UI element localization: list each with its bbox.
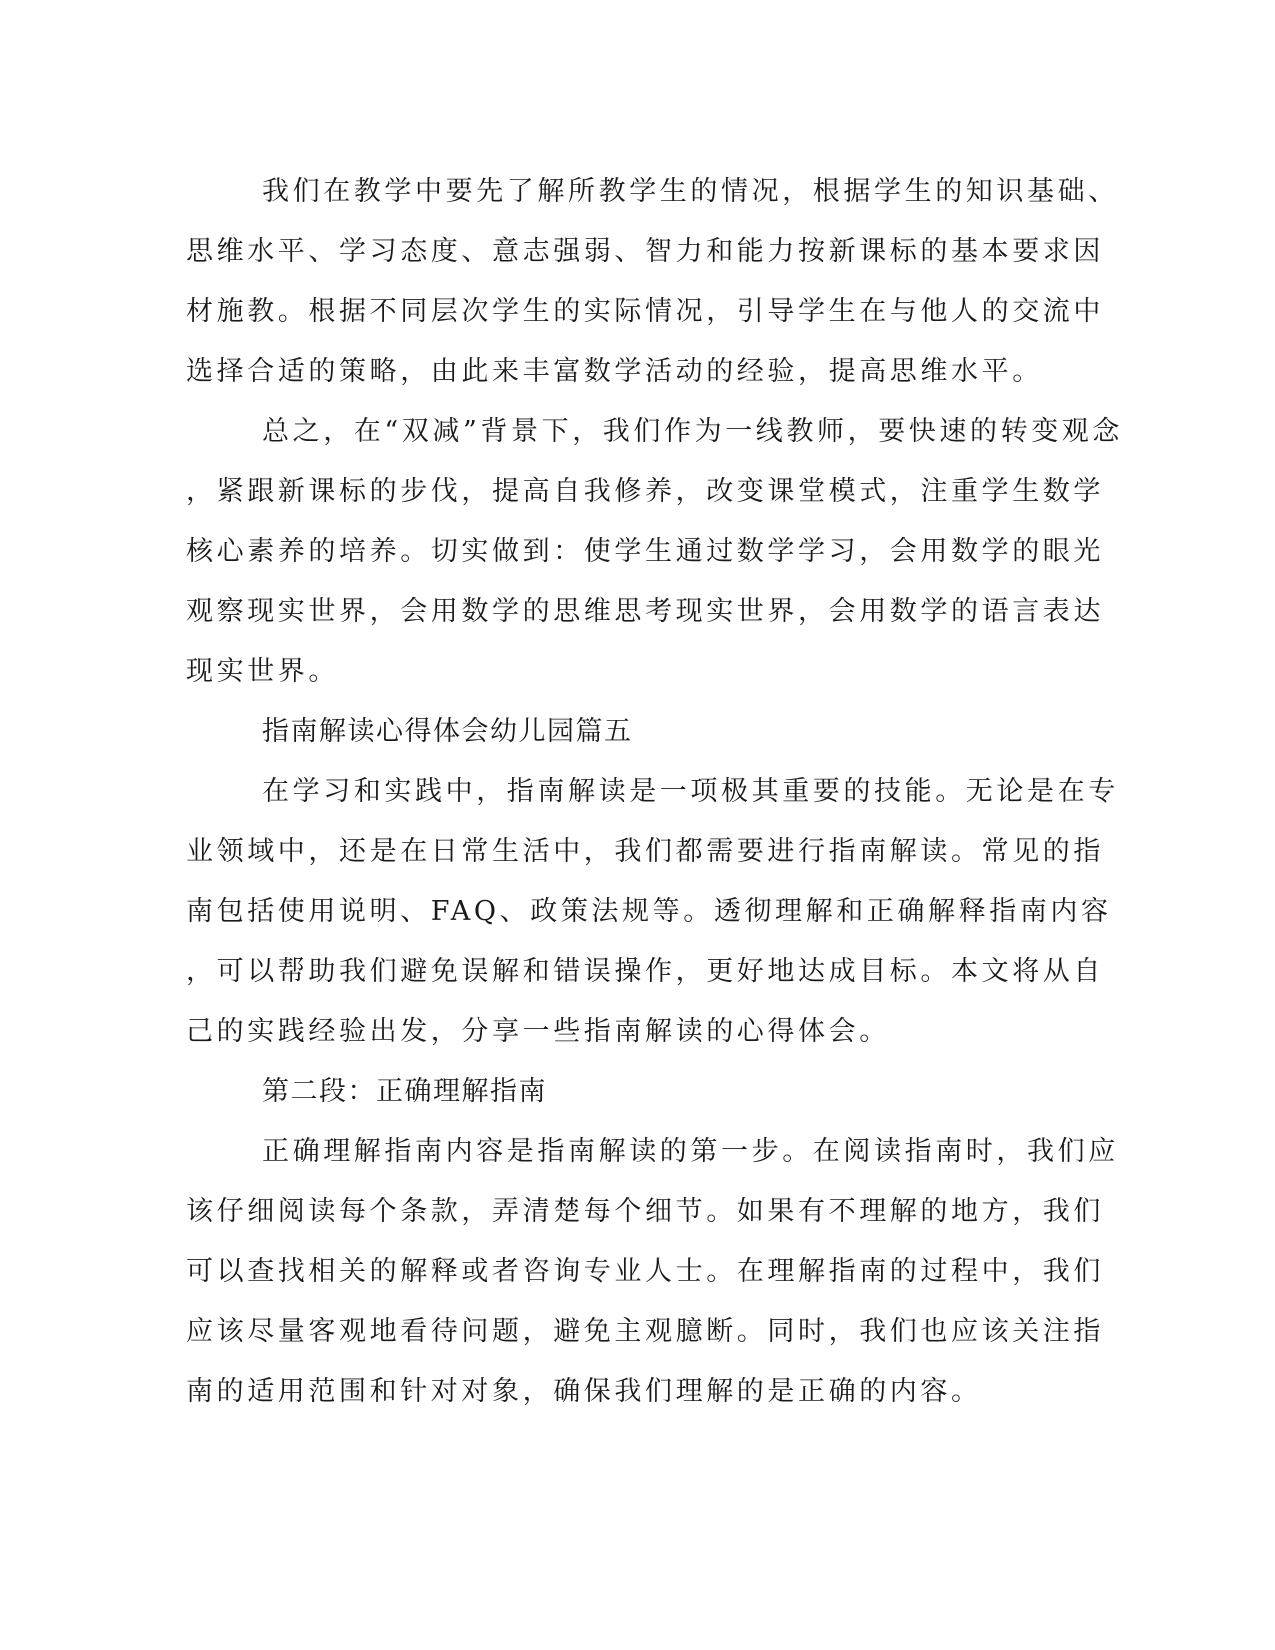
document-body <box>186 162 1124 1422</box>
paragraph-line: 己的实践经验出发，分享一些指南解读的心得体会。 <box>186 1016 890 1047</box>
paragraph-line: ，可以帮助我们避免误解和错误操作，更好地达成目标。本文将从自 <box>186 956 1104 987</box>
paragraph-line: 可以查找相关的解释或者咨询专业人士。在理解指南的过程中，我们 <box>186 1256 1104 1287</box>
paragraph-line: ，紧跟新课标的步伐，提高自我修养，改变课堂模式，注重学生数学 <box>186 476 1104 507</box>
paragraph-line: 应该尽量客观地看待问题，避免主观臆断。同时，我们也应该关注指 <box>186 1316 1104 1347</box>
paragraph-line: 总之，在“双减”背景下，我们作为一线教师，要快速的转变观念 <box>262 416 1124 447</box>
paragraph-line: 正确理解指南内容是指南解读的第一步。在阅读指南时，我们应 <box>262 1136 1119 1167</box>
section-heading: 第二段：正确理解指南 <box>262 1076 547 1107</box>
paragraph-line: 该仔细阅读每个条款，弄清楚每个细节。如果有不理解的地方，我们 <box>186 1196 1104 1227</box>
paragraph-line: 南包括使用说明、FAQ、政策法规等。透彻理解和正确解释指南内容 <box>186 896 1112 927</box>
paragraph-line: 思维水平、学习态度、意志强弱、智力和能力按新课标的基本要求因 <box>186 236 1104 267</box>
section-heading: 指南解读心得体会幼儿园篇五 <box>262 716 633 747</box>
paragraph-line: 材施教。根据不同层次学生的实际情况，引导学生在与他人的交流中 <box>186 296 1104 327</box>
paragraph-line: 观察现实世界，会用数学的思维思考现实世界，会用数学的语言表达 <box>186 596 1104 627</box>
paragraph-line: 南的适用范围和针对对象，确保我们理解的是正确的内容。 <box>186 1376 982 1407</box>
paragraph-line: 在学习和实践中，指南解读是一项极其重要的技能。无论是在专 <box>262 776 1119 807</box>
paragraph-line: 现实世界。 <box>186 656 339 687</box>
paragraph-line: 我们在教学中要先了解所教学生的情况，根据学生的知识基础、 <box>262 176 1119 207</box>
paragraph-line: 核心素养的培养。切实做到：使学生通过数学学习，会用数学的眼光 <box>186 536 1104 567</box>
paragraph-line: 业领域中，还是在日常生活中，我们都需要进行指南解读。常见的指 <box>186 836 1104 867</box>
paragraph-line: 选择合适的策略，由此来丰富数学活动的经验，提高思维水平。 <box>186 356 1043 387</box>
